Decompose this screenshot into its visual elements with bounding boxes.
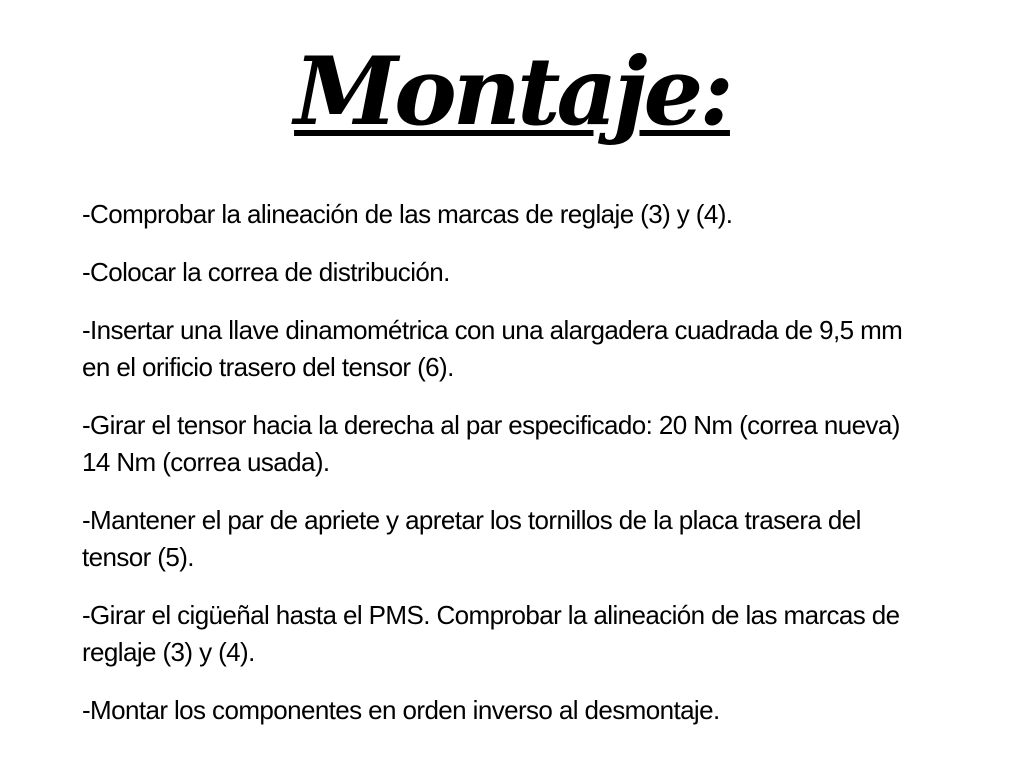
bullet-line: -Girar el tensor hacia la derecha al par especificado: 20 Nm (correa nueva): [82, 410, 900, 440]
bullet-line: tensor (5).: [82, 542, 194, 572]
bullet-paragraph: [82, 312, 982, 386]
bullet-line: -Insertar una llave dinamométrica con una alargadera cuadrada de 9,5 mm: [82, 315, 903, 345]
bullet-paragraph: [82, 407, 982, 481]
bullet-paragraph: [82, 254, 982, 291]
bullet-paragraph: [82, 692, 982, 729]
bullet-line: -Girar el cigüeñal hasta el PMS. Comprobar la alineación de las marcas de: [82, 600, 900, 630]
bullet-line: 14 Nm (correa usada).: [82, 447, 330, 477]
bullet-paragraph: [82, 196, 982, 233]
title-area: [0, 38, 1024, 146]
bullet-line: en el orificio trasero del tensor (6).: [82, 352, 454, 382]
bullet-line: -Colocar la correa de distribución.: [82, 257, 450, 287]
slide-title: Montaje:: [294, 37, 730, 147]
bullet-paragraph: [82, 502, 982, 576]
bullet-line: -Montar los componentes en orden inverso al desmontaje.: [82, 695, 720, 725]
bullet-paragraph: [82, 597, 982, 671]
slide-body: [82, 196, 982, 750]
bullet-line: reglaje (3) y (4).: [82, 637, 255, 667]
bullet-line: -Comprobar la alineación de las marcas de reglaje (3) y (4).: [82, 199, 733, 229]
bullet-line: -Mantener el par de apriete y apretar los tornillos de la placa trasera del: [82, 505, 861, 535]
